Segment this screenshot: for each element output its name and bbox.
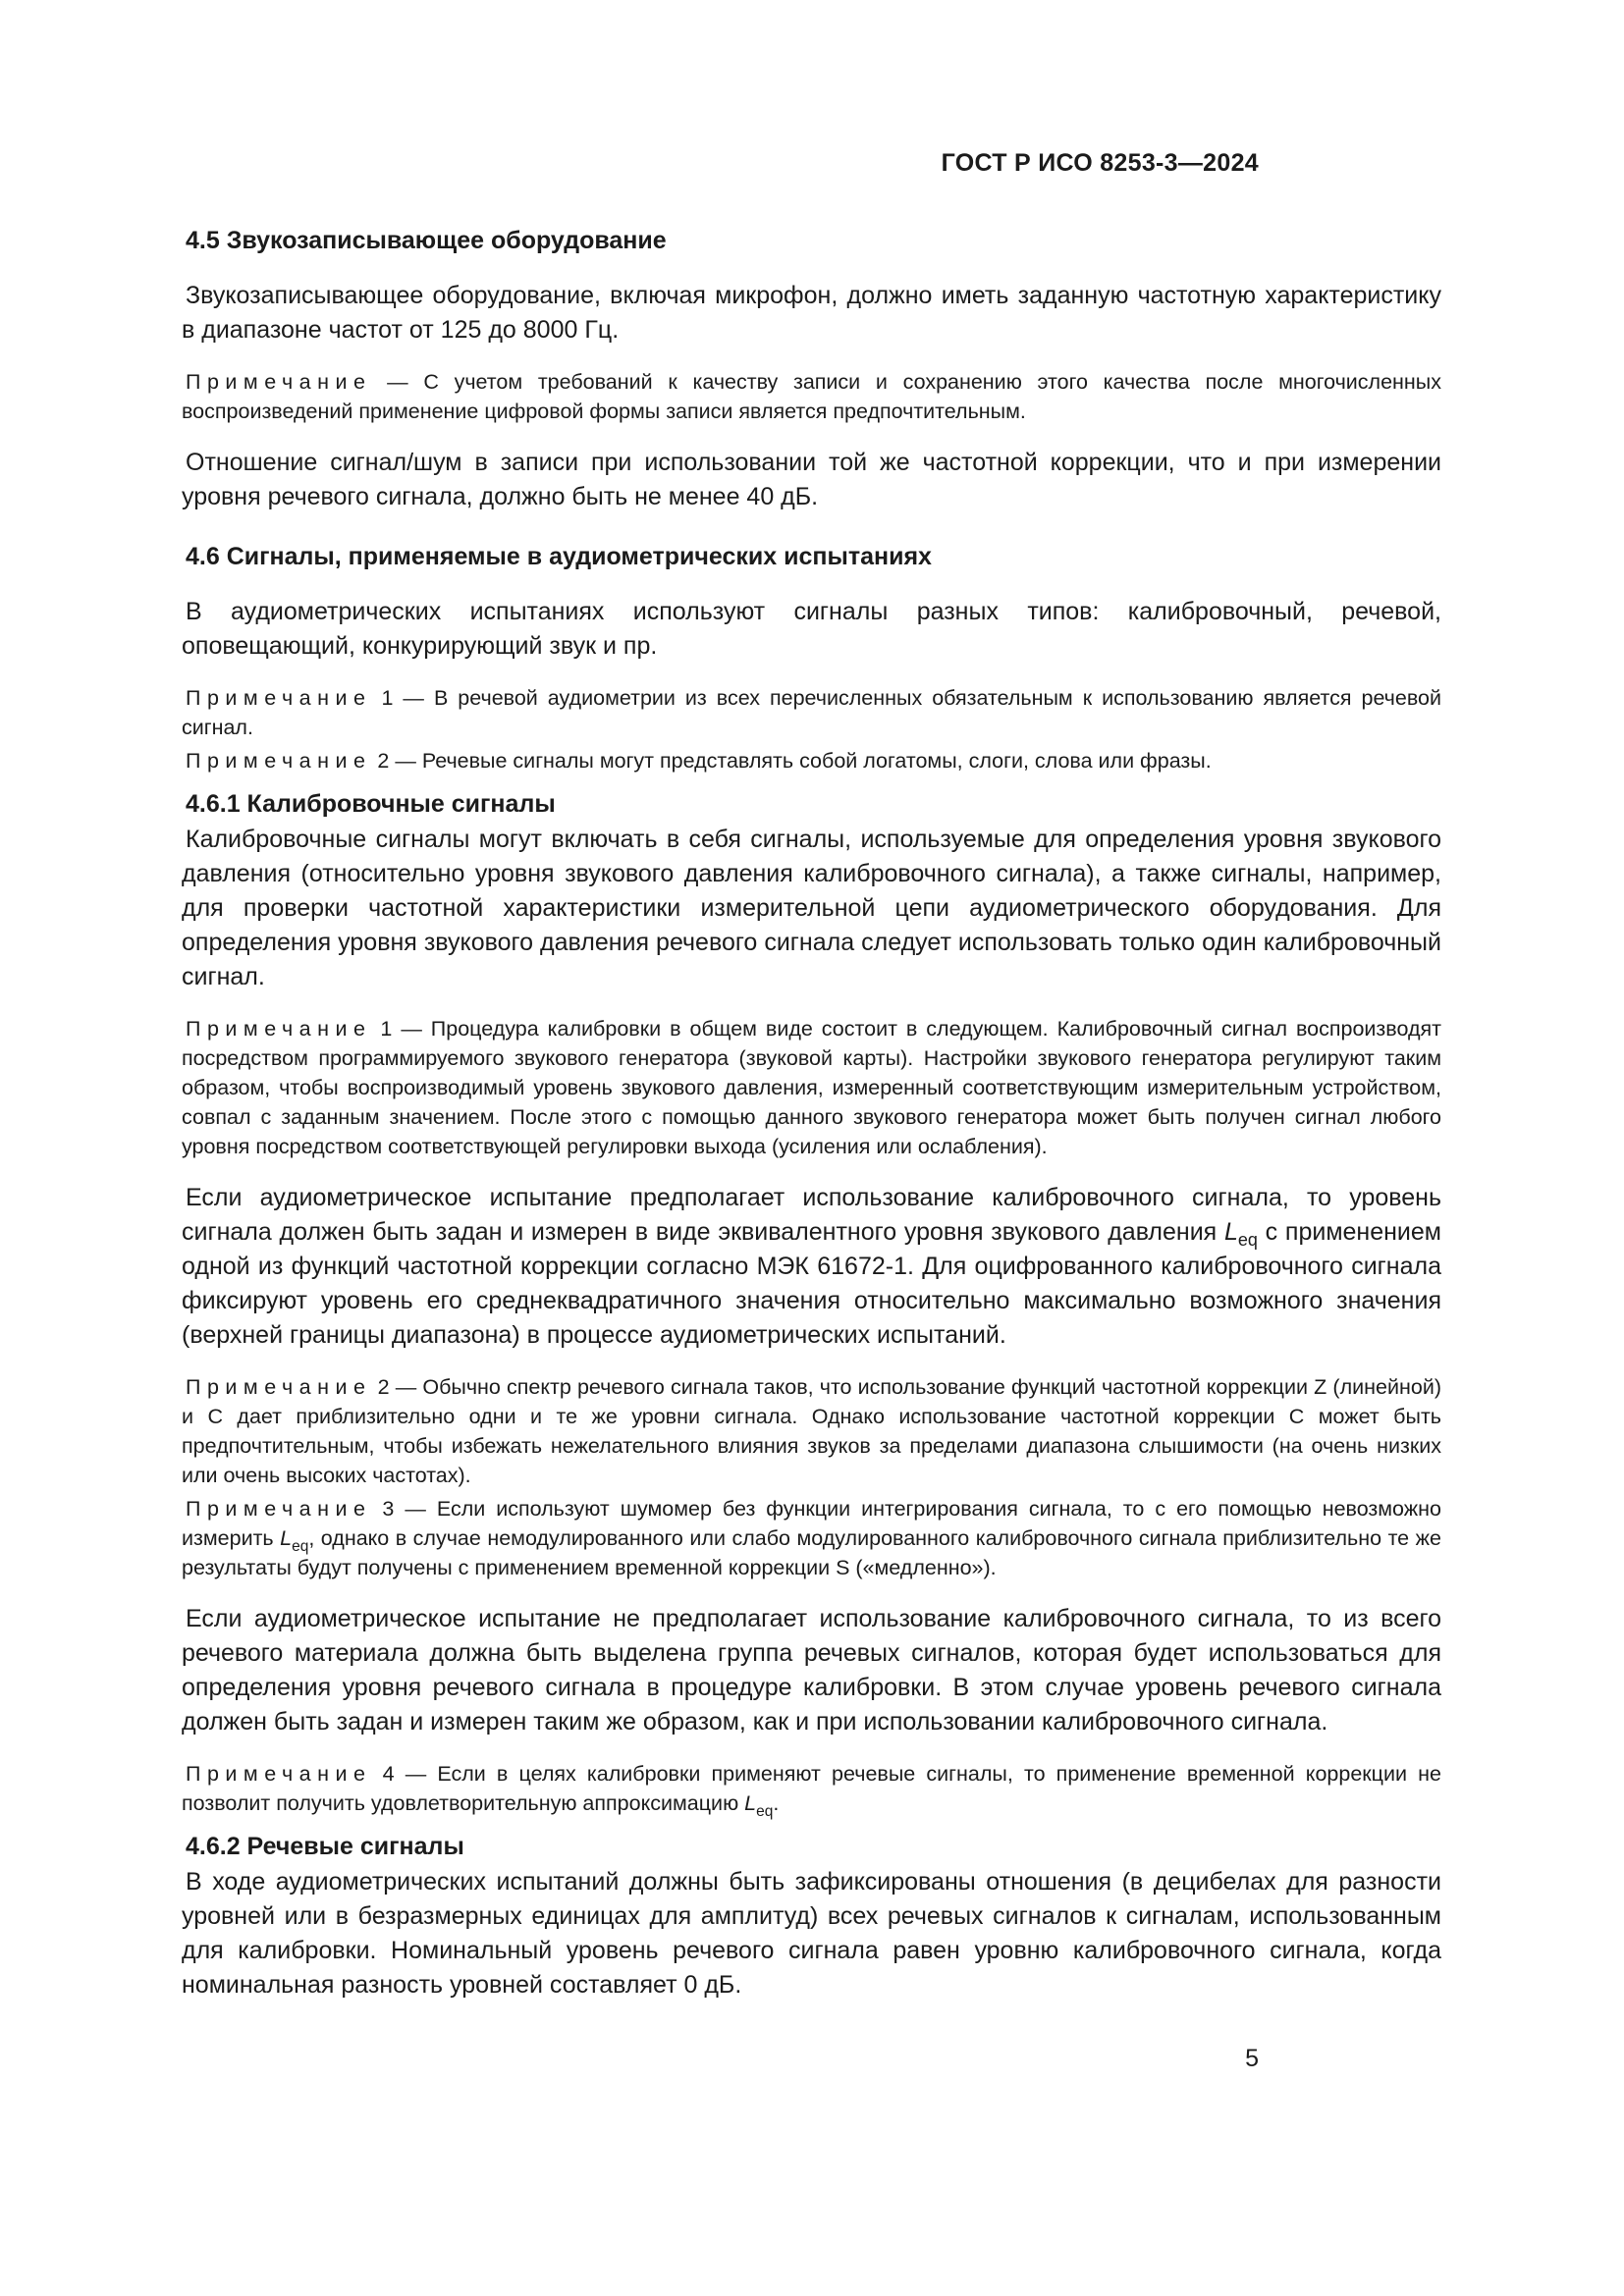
note [182, 1014, 1441, 1161]
note-text: — С учетом требований к качеству записи и сохранению этого качества после многочисленных воспроизведений применение цифровой формы записи является предпочтительным. [182, 370, 1441, 423]
note-text: 1 — В речевой аудиометрии из всех перечисленных обязательным к использованию является речевой сигнал. [182, 686, 1441, 739]
note-label: Примечание [186, 370, 372, 394]
page-number: 5 [1245, 2045, 1259, 2072]
note-label: Примечание [186, 1017, 372, 1041]
note-label: Примечание [186, 686, 372, 710]
paragraph: Если аудиометрическое испытание не предполагает использование калибровочного сигнала, то из всего речевого материала должна быть выделена группа речевых сигналов, которая будет использоваться для определения уровня речевого сигнала в процедуре калибровки. В этом случае уровень речевого сигнала должен быть задан и измерен таким же образом, как и при использовании калибровочного сигнала. [182, 1605, 1441, 1735]
note-text: 2 — Обычно спектр речевого сигнала таков, что использование функций частотной коррекции Z (линейной) и C дает приблизительно одни и те же уровни сигнала. Однако использование частотной коррекции C может быть предпочтительным, чтобы избежать нежелательного влияния звуков за пределами диапазона слышимости (на очень низких или очень высоких частотах). [182, 1375, 1441, 1487]
paragraph: Звукозаписывающее оборудование, включая микрофон, должно иметь заданную частотную характеристику в диапазоне частот от 125 до 8000 Гц. [182, 282, 1441, 344]
note-text: 3 — Если используют шумомер без функции интегрирования сигнала, то с его помощью невозможно измерить [182, 1497, 1441, 1550]
note-text: 4 — Если в целях калибровки применяют речевые сигналы, то применение временной коррекции не позволит получить удовлетворительную аппроксимацию [182, 1762, 1441, 1815]
note [182, 1372, 1441, 1490]
note-label: Примечание [186, 1375, 372, 1399]
note [182, 683, 1441, 742]
note-text: 1 — Процедура калибровки в общем виде состоит в следующем. Калибровочный сигнал воспроизводят посредством программируемого звукового генератора (звуковой карты). Настройки звукового генератора регулируют таким образом, чтобы воспроизводимый уровень звукового давления, измеренный соответствующим измерительным устройством, совпал с заданным значением. После этого с помощью данного звукового генератора может быть получен сигнал любого уровня посредством соответствующей регулировки выхода (усиления или ослабления). [182, 1017, 1441, 1158]
section-heading-4-6-1: 4.6.1 Калибровочные сигналы [186, 790, 556, 818]
document-body [182, 224, 1441, 2022]
paragraph-text: Если аудиометрическое испытание предполагает использование калибровочного сигнала, то уровень сигнала должен быть задан и измерен в виде эквивалентного уровня звукового давления [182, 1184, 1441, 1246]
note-text: 2 — Речевые сигналы могут представлять собой логатомы, слоги, слова или фразы. [371, 749, 1212, 773]
paragraph [182, 1181, 1441, 1353]
leq-symbol: $L_{eq}$ [280, 1526, 309, 1555]
leq-symbol: $L_{eq}$ [744, 1791, 774, 1820]
note [182, 1494, 1441, 1582]
section-heading-4-5: 4.5 Звукозаписывающее оборудование [186, 227, 667, 254]
note-text: . [773, 1791, 780, 1815]
paragraph: В аудиометрических испытаниях используют сигналы разных типов: калибровочный, речевой, оповещающий, конкурирующий звук и пр. [182, 598, 1441, 660]
note-label: Примечание [186, 749, 372, 773]
document-header: ГОСТ Р ИСО 8253-3—2024 [941, 149, 1259, 177]
paragraph-text: с применением одной из функций частотной коррекции согласно МЭК 61672-1. Для оцифрованного калибровочного сигнала фиксируют уровень его среднеквадратичного значения относительно максимально возможного значения (верхней границы диапазона) в процессе аудиометрических испытаний. [182, 1218, 1441, 1349]
note [182, 746, 1441, 775]
section-heading-4-6: 4.6 Сигналы, применяемые в аудиометрических испытаниях [186, 543, 932, 570]
note-label: Примечание [186, 1497, 372, 1521]
note-label: Примечание [186, 1762, 372, 1786]
section-heading-4-6-2: 4.6.2 Речевые сигналы [186, 1833, 464, 1860]
paragraph: Отношение сигнал/шум в записи при использовании той же частотной коррекции, что и при измерении уровня речевого сигнала, должно быть не менее 40 дБ. [182, 449, 1441, 510]
paragraph: В ходе аудиометрических испытаний должны быть зафиксированы отношения (в децибелах для разности уровней или в безразмерных единицах для амплитуд) всех речевых сигналов к сигналам, использованным для калибровки. Номинальный уровень речевого сигнала равен уровню калибровочного сигнала, когда номинальная разность уровней составляет 0 дБ. [182, 1868, 1441, 1999]
note [182, 1759, 1441, 1818]
leq-symbol: $L_{eq}$ [1223, 1218, 1258, 1250]
note-text: , однако в случае немодулированного или слабо модулированного калибровочного сигнала приблизительно те же результаты будут получены с применением временной коррекции S («медленно»). [182, 1526, 1441, 1579]
paragraph: Калибровочные сигналы могут включать в себя сигналы, используемые для определения уровня звукового давления (относительно уровня звукового давления калибровочного сигнала), а также сигналы, например, для проверки частотной характеристики измерительной цепи аудиометрического оборудования. Для определения уровня звукового давления речевого сигнала следует использовать только один калибровочный сигнал. [182, 826, 1441, 990]
note [182, 367, 1441, 426]
